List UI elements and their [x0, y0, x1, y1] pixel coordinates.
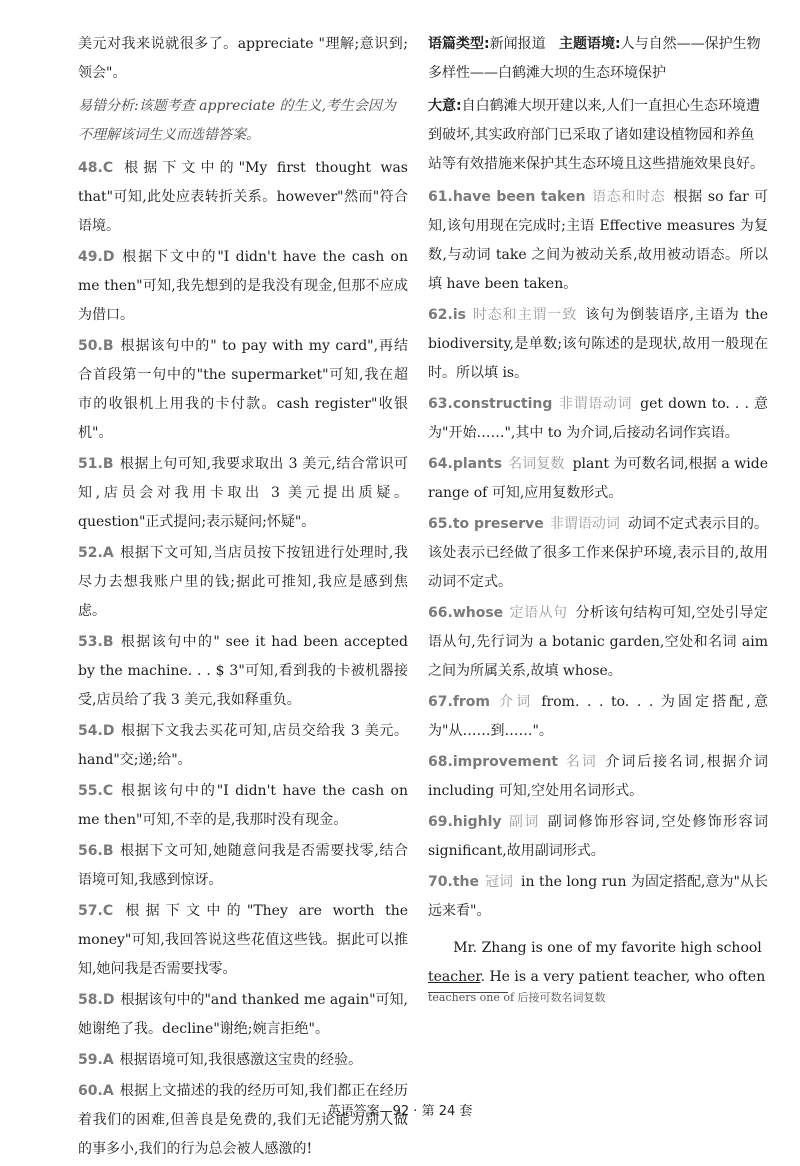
answer-key: A: [102, 545, 114, 561]
question-number: 67.: [428, 694, 453, 710]
question-number: 65.: [428, 516, 453, 532]
summary-value: 自白鹤滩大坝开建以来,人们一直担心生态环境遭到破坏,其实政府部门已采取了诸如建设植物园和养鱼站等有效措施来保护其生态环境且这些措施效果良好。: [428, 98, 764, 172]
answer-key: C: [102, 903, 114, 919]
grammar-point-tag: 介词: [496, 694, 534, 710]
grammar-point-tag: 定语从句: [509, 605, 568, 621]
answer-key: constructing: [452, 396, 553, 412]
explanation-text: 根据下文中的"I didn't have the cash on me then"可知,我先想到的是我没有现金,但那不应成为借口。: [78, 249, 408, 323]
explanation-text: get down to. . . 意为"开始……",其中 to 为介词,后接动名词作宾语。: [428, 396, 768, 441]
left-column: [78, 30, 408, 1166]
essay-underlined-word: teacher: [428, 969, 481, 985]
theme-label: 主题语境:: [558, 36, 621, 52]
answer-item: [78, 243, 408, 330]
grammar-point-tag: 非谓语动词: [558, 396, 633, 412]
answer-item: [78, 332, 408, 448]
question-number: 68.: [428, 754, 453, 770]
passage-info: [428, 30, 768, 88]
continuation-text: 美元对我来说就很多了。appreciate "理解;意识到;领会"。: [78, 36, 408, 81]
question-number: 66.: [428, 605, 453, 621]
answer-key: B: [102, 456, 114, 472]
explanation-text: 介词后接名词,根据介词 including 可知,空处用名词形式。: [428, 754, 769, 799]
answer-item: [428, 808, 768, 866]
question-number: 69.: [428, 814, 453, 830]
question-number: 61.: [428, 189, 453, 205]
question-number: 59.: [78, 1052, 103, 1068]
answer-item: [428, 599, 768, 686]
explanation-text: 根据上句可知,我要求取出 3 美元,结合常识可知,店员会对我用卡取出 3 美元提出质疑。question"正式提问;表示疑问;怀疑"。: [78, 456, 408, 530]
explanation-text: 根据上文描述的我的经历可知,我们都正在经历着我们的困难,但善良是免费的,我们无论能为别人做的事多小,我们的行为总会被人感激的!: [78, 1083, 408, 1157]
answer-item: [78, 777, 408, 835]
answer-item: [428, 450, 768, 508]
answer-key: is: [452, 307, 466, 323]
answer-key: improvement: [452, 754, 559, 770]
answer-item: [428, 301, 768, 388]
answer-item: [428, 868, 768, 926]
essay-paragraph: [428, 934, 768, 992]
grammar-point-tag: 名词复数: [508, 456, 565, 472]
answer-key: the: [452, 874, 479, 890]
question-number: 60.: [78, 1083, 103, 1099]
question-number: 64.: [428, 456, 453, 472]
answer-item: [78, 154, 408, 241]
answer-key: from: [452, 694, 491, 710]
answer-key: D: [102, 992, 115, 1008]
footnote-text: teachers one of 后接可数名词复数: [428, 991, 606, 1004]
grammar-point-tag: 语态和时态: [591, 189, 666, 205]
answer-key: D: [102, 249, 115, 265]
summary-label: 大意:: [428, 98, 462, 114]
question-number: 52.: [78, 545, 103, 561]
answer-key: B: [102, 843, 114, 859]
explanation-text: 根据下文中的"My first thought was that"可知,此处应表转折关系。however"然而"符合语境。: [78, 160, 408, 234]
right-answer-list: [428, 183, 768, 926]
page-footer: 英语答案—92 · 第 24 套: [327, 1104, 473, 1119]
question-number: 53.: [78, 634, 103, 650]
explanation-text: 根据下文我去买花可知,店员交给我 3 美元。hand"交;递;给"。: [78, 723, 408, 768]
answer-item: [428, 688, 768, 746]
explanation-text: 分析该句结构可知,空处引导定语从句,先行词为 a botanic garden,空处和名词 aim 之间为所属关系,故填 whose。: [428, 605, 768, 679]
answer-item: [78, 897, 408, 984]
genre-value: 新闻报道: [489, 36, 546, 52]
explanation-text: 副词修饰形容词,空处修饰形容词 significant,故用副词形式。: [428, 814, 769, 859]
answer-key: B: [102, 634, 114, 650]
answer-key: A: [102, 1083, 114, 1099]
question-number: 63.: [428, 396, 453, 412]
explanation-text: 根据该句中的" to pay with my card",再结合首段第一句中的"the supermarket"可知,我在超市的收银机上用我的卡付款。cash register"收银机"。: [78, 338, 408, 441]
explanation-text: 根据下文中的"They are worth the money"可知,我回答说这些花值这些钱。据此可以推知,她问我是否需要找零。: [78, 903, 408, 977]
answer-key: D: [102, 723, 115, 739]
answer-key: to preserve: [452, 516, 544, 532]
answer-item: [78, 628, 408, 715]
question-number: 62.: [428, 307, 453, 323]
answer-key: have been taken: [452, 189, 586, 205]
explanation-text: 根据语境可知,我很感激这宝贵的经验。: [119, 1052, 363, 1068]
explanation-text: 动词不定式表示目的。该处表示已经做了很多工作来保护环境,表示目的,故用动词不定式。: [428, 516, 769, 590]
answer-key: B: [102, 338, 114, 354]
theme-value: 人与自然——保护生物多样性——白鹤滩大坝的生态环境保护: [428, 36, 761, 81]
grammar-point-tag: 非谓语动词: [549, 516, 620, 532]
question-number: 48.: [78, 160, 103, 176]
explanation-text: 根据下文可知,当店员按下按钮进行处理时,我尽力去想我账户里的钱;据此可推知,我应是感到焦虑。: [78, 545, 408, 619]
answer-key: A: [102, 1052, 114, 1068]
essay-start: Mr. Zhang is one of my favorite high school: [453, 940, 762, 956]
passage-summary: [428, 92, 768, 179]
answer-key: highly: [452, 814, 502, 830]
essay-rest: . He is a very patient teacher, who often: [480, 969, 766, 985]
explanation-text: 该句为倒装语序,主语为 the biodiversity,是单数;该句陈述的是现状,故用一般现在时。所以填 is。: [428, 307, 769, 381]
question-number: 51.: [78, 456, 103, 472]
left-answer-list: [78, 154, 408, 1164]
right-column: [428, 30, 768, 1010]
grammar-point-tag: 时态和主谓一致: [471, 307, 578, 323]
genre-label: 语篇类型:: [428, 36, 490, 52]
explanation-text: 根据下文可知,她随意问我是否需要找零,结合语境可知,我感到惊讶。: [78, 843, 408, 888]
explanation-text: plant 为可数名词,根据 a wide range of 可知,应用复数形式。: [428, 456, 768, 501]
answer-key: whose: [452, 605, 504, 621]
explanation-text: in the long run 为固定搭配,意为"从长远来看"。: [428, 874, 768, 919]
answer-item: [428, 748, 768, 806]
answer-key: C: [102, 160, 114, 176]
grammar-point-tag: 副词: [507, 814, 540, 830]
answer-item: [428, 390, 768, 448]
answer-item: [78, 837, 408, 895]
answer-item: [78, 539, 408, 626]
explanation-text: from. . . to. . . 为固定搭配,意为"从……到……"。: [428, 694, 769, 739]
explanation-text: 根据 so far 可知,该句用现在完成时;主语 Effective measures 为复数,与动词 take 之间为被动关系,故用被动语态。所以填 have been taken。: [428, 189, 768, 292]
question-number: 57.: [78, 903, 103, 919]
answer-item: [78, 450, 408, 537]
error-analysis-note: 易错分析:该题考查 appreciate 的生义,考生会因为不理解该词生义而选错答案。: [78, 98, 396, 143]
answer-item: [78, 986, 408, 1044]
question-number: 56.: [78, 843, 103, 859]
grammar-point-tag: 冠词: [484, 874, 514, 890]
question-number: 55.: [78, 783, 103, 799]
answer-item: [78, 717, 408, 775]
footnote: [428, 992, 768, 1010]
answer-item: [428, 510, 768, 597]
question-number: 58.: [78, 992, 103, 1008]
question-number: 54.: [78, 723, 103, 739]
explanation-text: 根据该句中的" see it had been accepted by the machine. . . $ 3"可知,看到我的卡被机器接受,店员给了我 3 美元,我如释重负。: [78, 634, 408, 708]
explanation-text: 根据该句中的"and thanked me again"可知,她谢绝了我。decline"谢绝;婉言拒绝"。: [78, 992, 408, 1037]
answer-key: plants: [452, 456, 503, 472]
answer-item: [428, 183, 768, 299]
question-number: 49.: [78, 249, 103, 265]
grammar-point-tag: 名词: [564, 754, 598, 770]
question-number: 70.: [428, 874, 453, 890]
answer-item: [78, 1046, 408, 1075]
explanation-text: 根据该句中的"I didn't have the cash on me then"可知,不幸的是,我那时没有现金。: [78, 783, 408, 828]
answer-key: C: [102, 783, 114, 799]
question-number: 50.: [78, 338, 103, 354]
